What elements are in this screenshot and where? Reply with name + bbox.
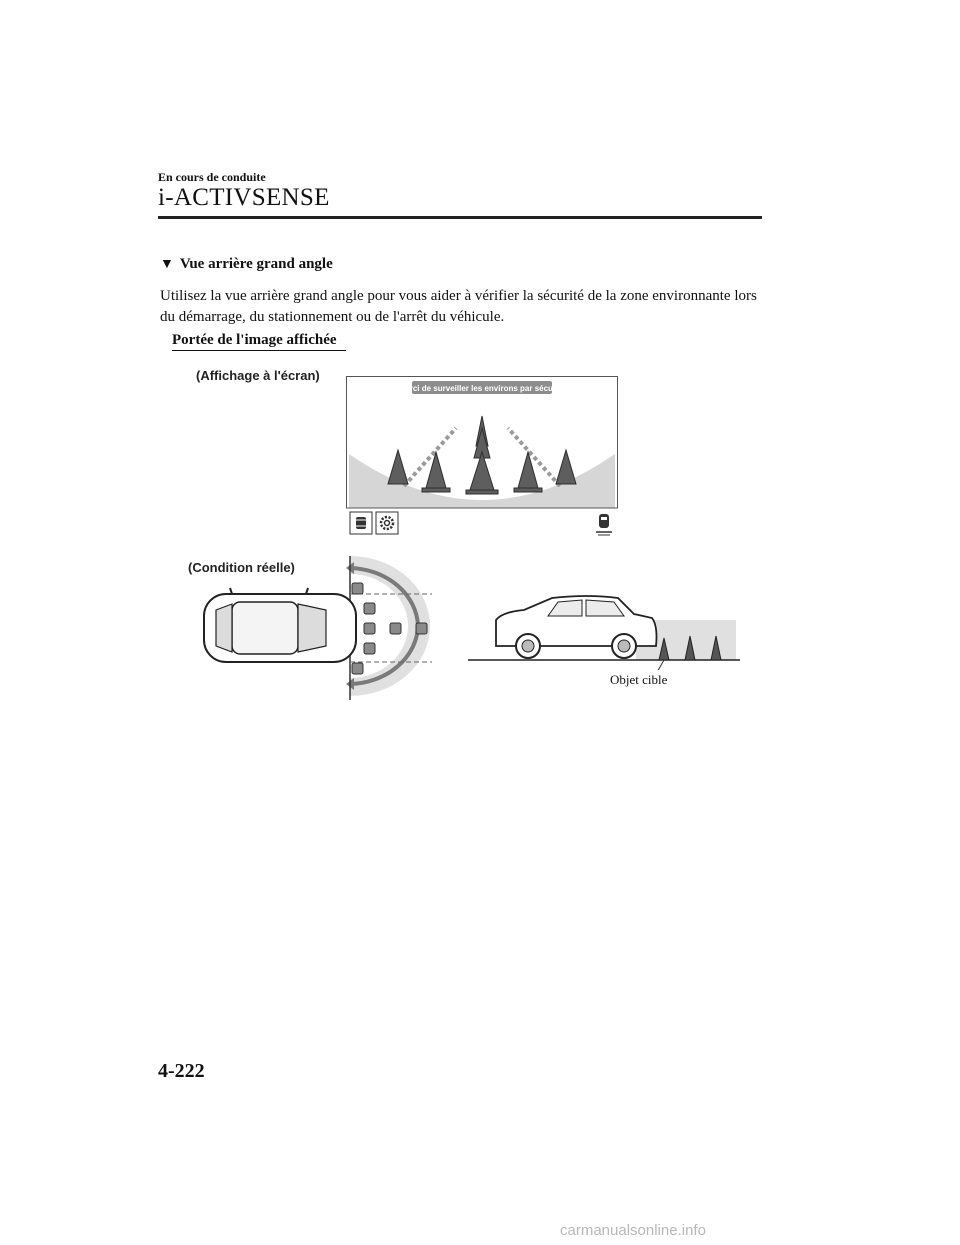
figure-heading: Portée de l'image affichée bbox=[172, 332, 337, 348]
gear-icon[interactable] bbox=[376, 512, 398, 534]
page-number: 4-222 bbox=[158, 1060, 205, 1082]
top-view-illustration bbox=[196, 552, 446, 702]
screen-display-illustration bbox=[346, 376, 618, 538]
section-label: En cours de conduite bbox=[158, 170, 266, 184]
car-side-view bbox=[496, 596, 657, 658]
triangle-down-icon: ▼ bbox=[160, 257, 174, 272]
subsection-heading bbox=[160, 256, 333, 273]
label-target-object: Objet cible bbox=[610, 672, 668, 687]
subsection-title: Vue arrière grand angle bbox=[179, 256, 333, 272]
screen-banner-text: Merci de surveiller les environs par sécurité bbox=[398, 384, 566, 393]
body-paragraph: Utilisez la vue arrière grand angle pour vous aider à vérifier la sécurité de la zone environnante lors du démarrage, du stationnement ou de l'arrêt du véhicule. bbox=[160, 288, 757, 325]
car-top-view bbox=[204, 588, 356, 662]
figure-heading-underline bbox=[172, 350, 346, 351]
watermark: carmanualsonline.info bbox=[560, 1222, 706, 1239]
side-view-illustration bbox=[468, 590, 740, 670]
chapter-title: i-ACTIVSENSE bbox=[158, 184, 330, 211]
parking-sensor-icon[interactable] bbox=[350, 512, 372, 534]
header-rule bbox=[158, 216, 762, 219]
label-screen-display: (Affichage à l'écran) bbox=[196, 368, 320, 383]
label-actual-condition: (Condition réelle) bbox=[188, 560, 295, 575]
